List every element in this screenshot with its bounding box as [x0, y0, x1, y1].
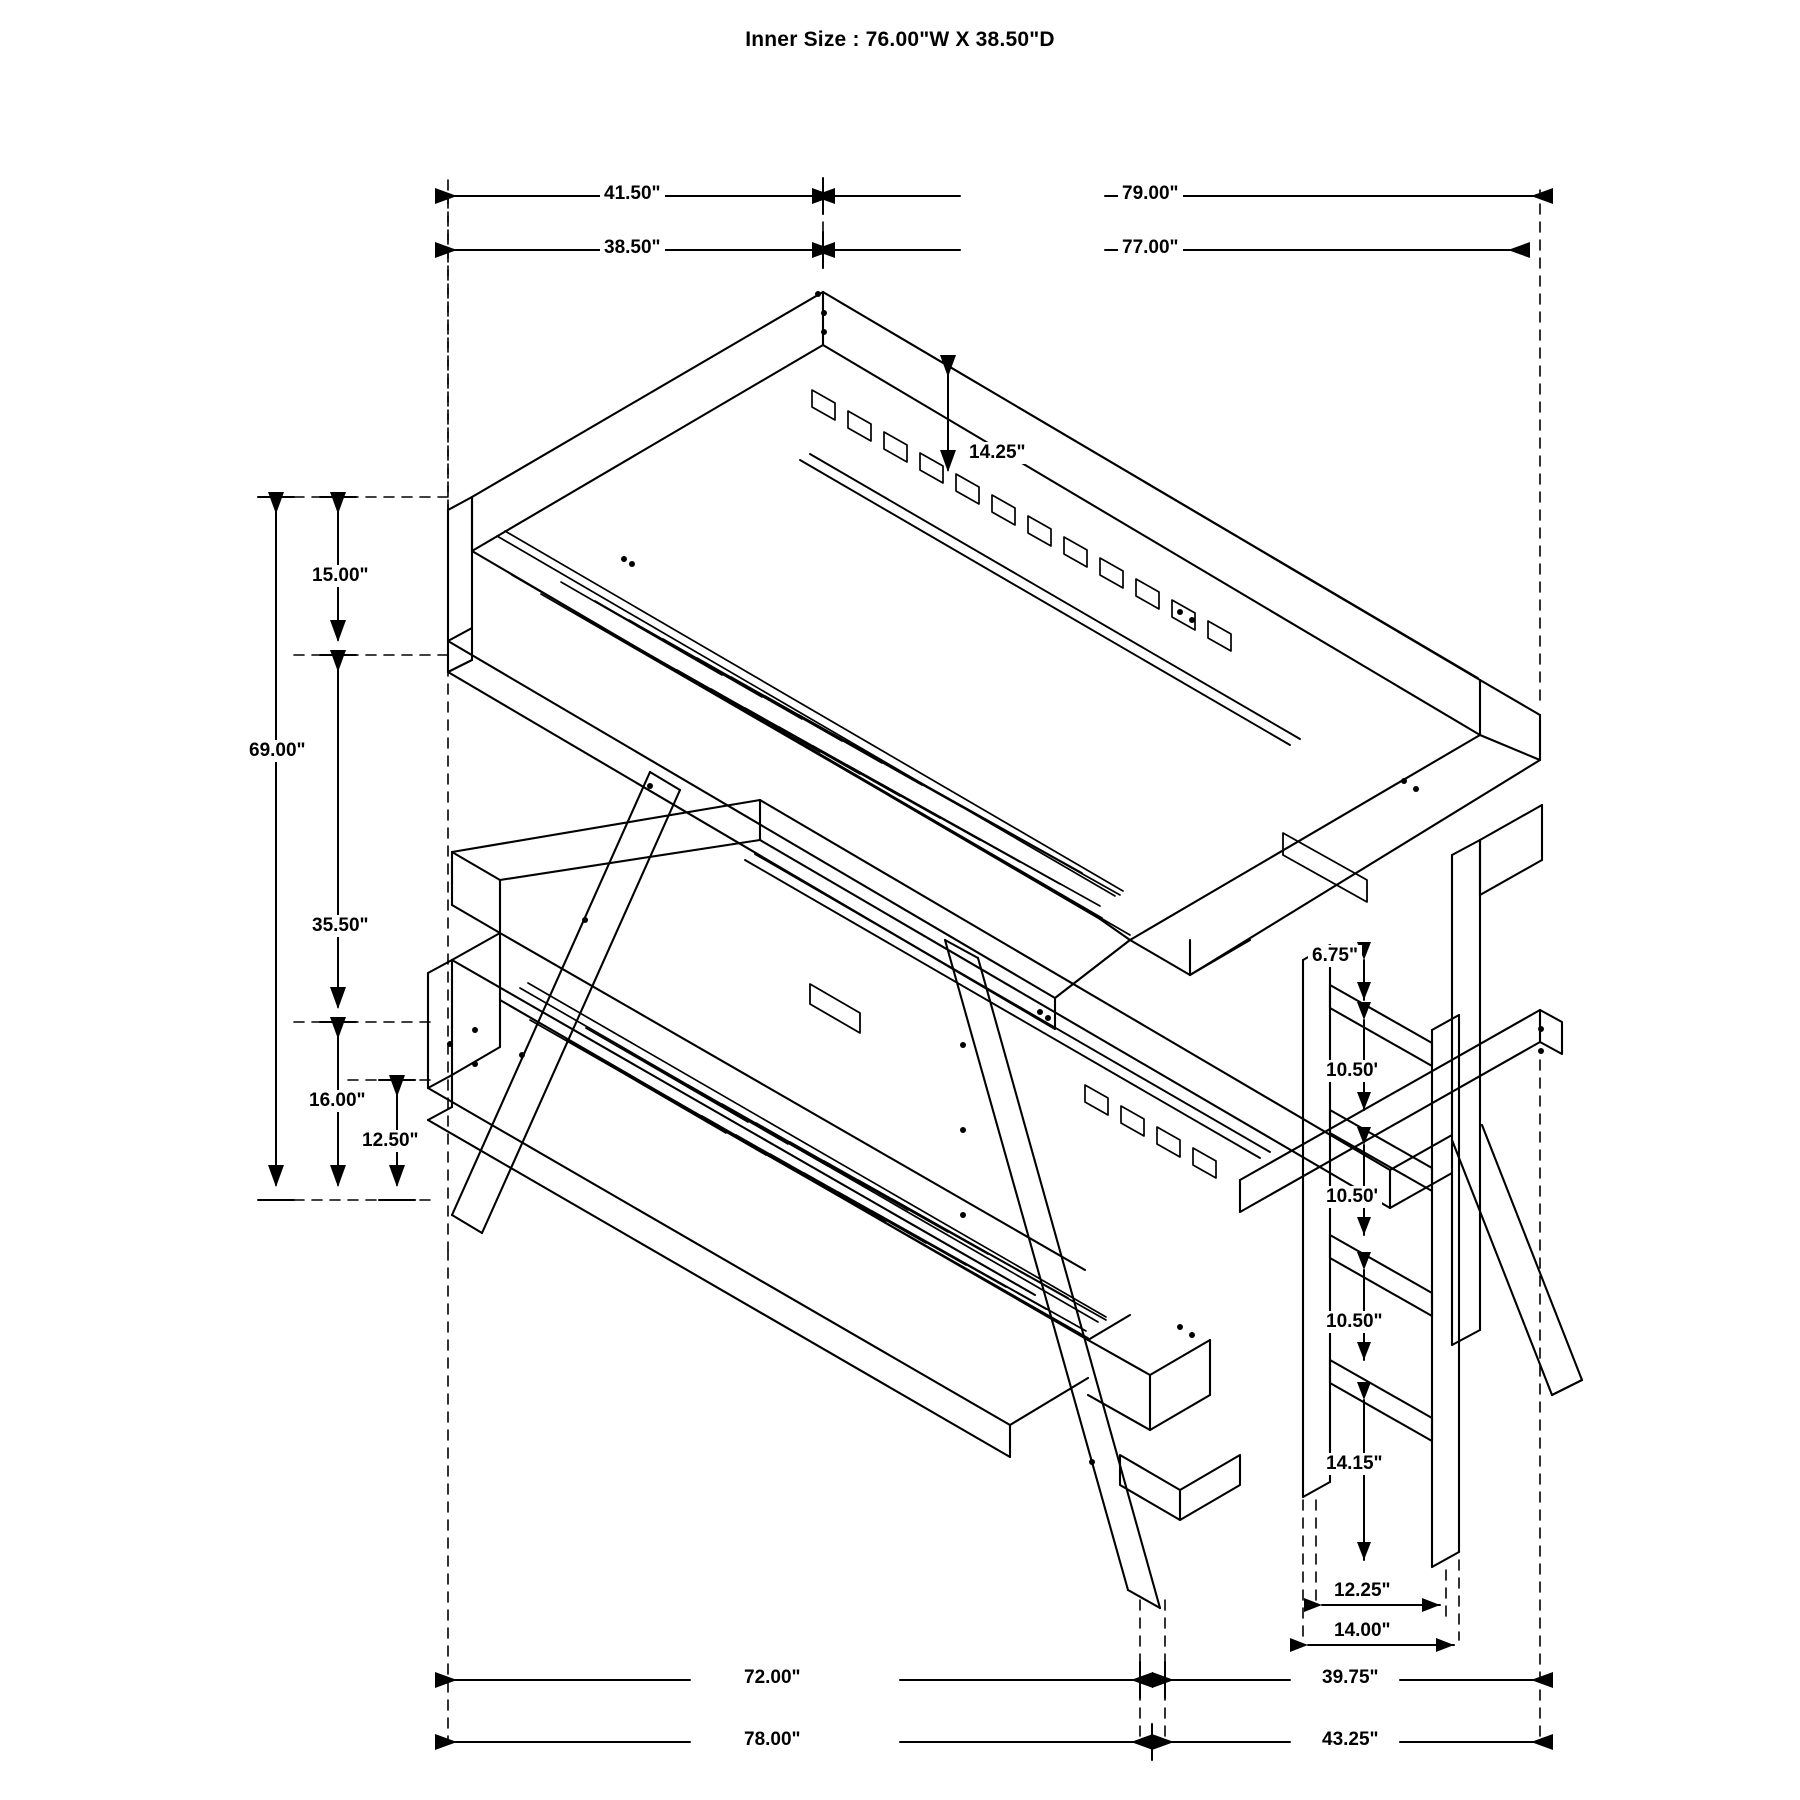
- dim-label-ladder-outer-width: 14.00": [1330, 1620, 1395, 1642]
- dim-label-left-upper-inner: 38.50": [600, 237, 665, 259]
- dim-label-overall-depth-long: 78.00": [740, 1729, 805, 1751]
- page-title: Inner Size : 76.00"W X 38.50"D: [745, 28, 1055, 51]
- dim-label-top-width-outer: 79.00": [1118, 183, 1183, 205]
- dim-label-ladder-rung-1: 10.50': [1322, 1060, 1382, 1082]
- lower-bunk-frame: [428, 800, 1390, 1520]
- dim-label-upper-guard-height: 14.25": [965, 442, 1030, 464]
- dim-label-left-upper-outer: 41.50": [600, 183, 665, 205]
- dim-label-base-depth-short: 39.75": [1318, 1667, 1383, 1689]
- upper-bunk-ledger: [497, 531, 1123, 896]
- bunk-legs: [452, 772, 1582, 1608]
- upper-bunk-slat-cleats: [812, 390, 1231, 651]
- dimension-lines: [258, 178, 1533, 1760]
- dim-label-base-depth-long: 72.00": [740, 1667, 805, 1689]
- fastener-dots: [447, 291, 1544, 1465]
- dim-label-upper-rail-height: 15.00": [308, 565, 373, 587]
- lower-bunk-center-beam: [745, 854, 1270, 1158]
- dim-label-ladder-rung-2: 10.50': [1322, 1186, 1382, 1208]
- upper-bunk-frame: [448, 292, 1540, 1029]
- dim-label-overall-depth-short: 43.25": [1318, 1729, 1383, 1751]
- lower-bunk-hand-hold: [810, 984, 860, 1033]
- upper-bunk-slats: [512, 575, 1130, 935]
- dim-label-lower-to-upper-deck: 35.50": [308, 915, 373, 937]
- upper-bunk-center-beam: [800, 454, 1300, 745]
- dim-label-top-width-inner: 77.00": [1118, 237, 1183, 259]
- dim-label-total-height: 69.00": [245, 740, 310, 762]
- dim-label-lower-deck-height: 12.50": [358, 1130, 423, 1152]
- dim-label-ladder-inner-width: 12.25": [1330, 1580, 1395, 1602]
- dim-label-ladder-top-gap: 6.75": [1308, 945, 1362, 967]
- dim-label-lower-rail-height: 16.00": [305, 1090, 370, 1112]
- lower-bunk-slats: [530, 1020, 1106, 1338]
- dim-label-ladder-rung-3: 10.50": [1322, 1311, 1387, 1333]
- dim-label-ladder-bottom: 14.15": [1322, 1453, 1387, 1475]
- lower-bunk-slat-cleats: [1085, 1085, 1216, 1178]
